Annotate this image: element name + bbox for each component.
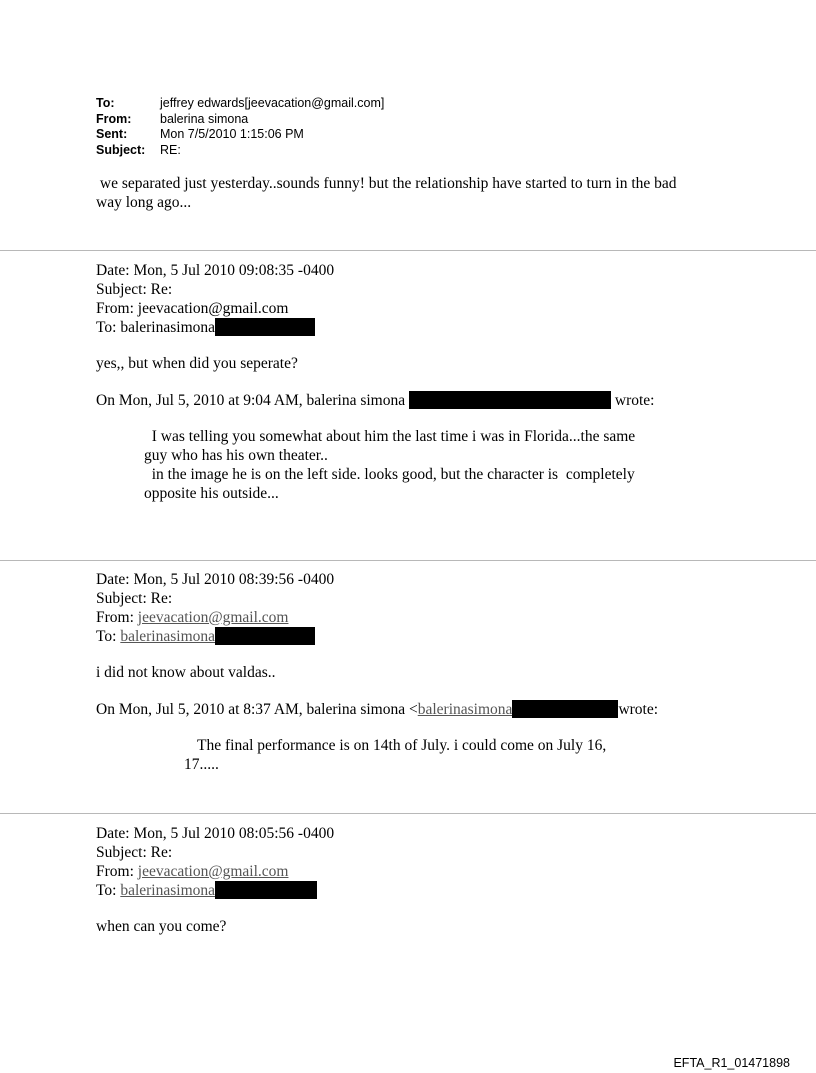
- msg1-quote-intro-text: On Mon, Jul 5, 2010 at 9:04 AM, balerina simona: [96, 392, 406, 409]
- email-header: [96, 96, 384, 158]
- msg2-to: [96, 627, 334, 646]
- msg2-from: [96, 608, 334, 627]
- msg1-quote: [144, 427, 635, 503]
- message-1-headers: [96, 261, 334, 337]
- msg2-to-label: To:: [96, 628, 121, 645]
- msg1-quote-wrote: wrote:: [614, 392, 655, 409]
- msg2-to-link[interactable]: balerinasimona: [120, 628, 216, 645]
- document-id: EFTA_R1_01471898: [673, 1056, 790, 1070]
- msg1-to: [96, 318, 334, 337]
- message-2-headers: [96, 570, 334, 646]
- msg3-to-label: To:: [96, 882, 121, 899]
- msg2-quote-line-1: The final performance is on 14th of July. i could come on July 16,: [197, 737, 607, 754]
- msg3-from-link[interactable]: jeevacation@gmail.com: [137, 863, 289, 880]
- from-label: From:: [96, 111, 132, 126]
- redaction-box: [215, 627, 315, 645]
- msg2-from-label: From:: [96, 609, 138, 626]
- msg1-quote-line-1: I was telling you somewhat about him the last time i was in Florida...the same: [144, 428, 636, 445]
- msg3-body: when can you come?: [96, 918, 227, 935]
- msg3-to: [96, 881, 334, 900]
- msg3-from-label: From:: [96, 863, 138, 880]
- msg2-from-link[interactable]: jeevacation@gmail.com: [137, 609, 289, 626]
- header-subject-row: [96, 143, 384, 159]
- msg2-quote-link[interactable]: balerinasimona: [417, 701, 513, 718]
- msg1-quote-line-2: guy who has his own theater..: [144, 447, 328, 464]
- msg1-subject: Subject: Re:: [96, 281, 173, 298]
- divider: [0, 560, 816, 561]
- subject-label: Subject:: [96, 142, 146, 157]
- divider: [0, 813, 816, 814]
- redaction-box: [215, 881, 317, 899]
- reply-body: [96, 174, 677, 212]
- to-label: To:: [96, 96, 115, 110]
- msg1-date: Date: Mon, 5 Jul 2010 09:08:35 -0400: [96, 262, 335, 279]
- msg2-body: i did not know about valdas..: [96, 664, 276, 681]
- msg2-quote-intro-text: On Mon, Jul 5, 2010 at 8:37 AM, balerina simona <: [96, 701, 418, 718]
- subject-value: RE:: [160, 142, 181, 157]
- msg2-quote-intro: [96, 700, 658, 719]
- msg1-body: yes,, but when did you seperate?: [96, 355, 298, 372]
- reply-line-1: we separated just yesterday..sounds funny! but the relationship have started to turn in the bad: [96, 175, 677, 192]
- from-value: balerina simona: [160, 111, 249, 126]
- message-3-headers: [96, 824, 334, 900]
- msg1-quote-line-4: opposite his outside...: [144, 485, 279, 502]
- msg1-quote-line-3: in the image he is on the left side. looks good, but the character is completely: [144, 466, 635, 483]
- redaction-box: [512, 700, 618, 718]
- msg2-quote-line-2: 17.....: [184, 756, 219, 773]
- to-value: jeffrey edwards[jeevacation@gmail.com]: [160, 96, 385, 110]
- sent-label: Sent:: [96, 127, 128, 141]
- msg1-to-text: To: balerinasimona: [96, 319, 216, 336]
- sent-value: Mon 7/5/2010 1:15:06 PM: [160, 127, 304, 141]
- header-from-row: [96, 112, 384, 128]
- msg3-subject: Subject: Re:: [96, 844, 173, 861]
- divider: [0, 250, 816, 251]
- msg3-from: [96, 862, 334, 881]
- msg2-quote: [184, 736, 606, 774]
- msg2-date: Date: Mon, 5 Jul 2010 08:39:56 -0400: [96, 571, 335, 588]
- header-to-row: [96, 96, 384, 112]
- redaction-box: [215, 318, 315, 336]
- msg3-date: Date: Mon, 5 Jul 2010 08:05:56 -0400: [96, 825, 335, 842]
- msg1-quote-intro: [96, 391, 654, 410]
- msg2-subject: Subject: Re:: [96, 590, 173, 607]
- header-sent-row: [96, 127, 384, 143]
- msg2-quote-wrote: wrote:: [618, 701, 659, 718]
- reply-line-2: way long ago...: [96, 194, 192, 211]
- msg3-to-link[interactable]: balerinasimona: [120, 882, 216, 899]
- redaction-box: [409, 391, 611, 409]
- msg1-from: From: jeevacation@gmail.com: [96, 300, 289, 317]
